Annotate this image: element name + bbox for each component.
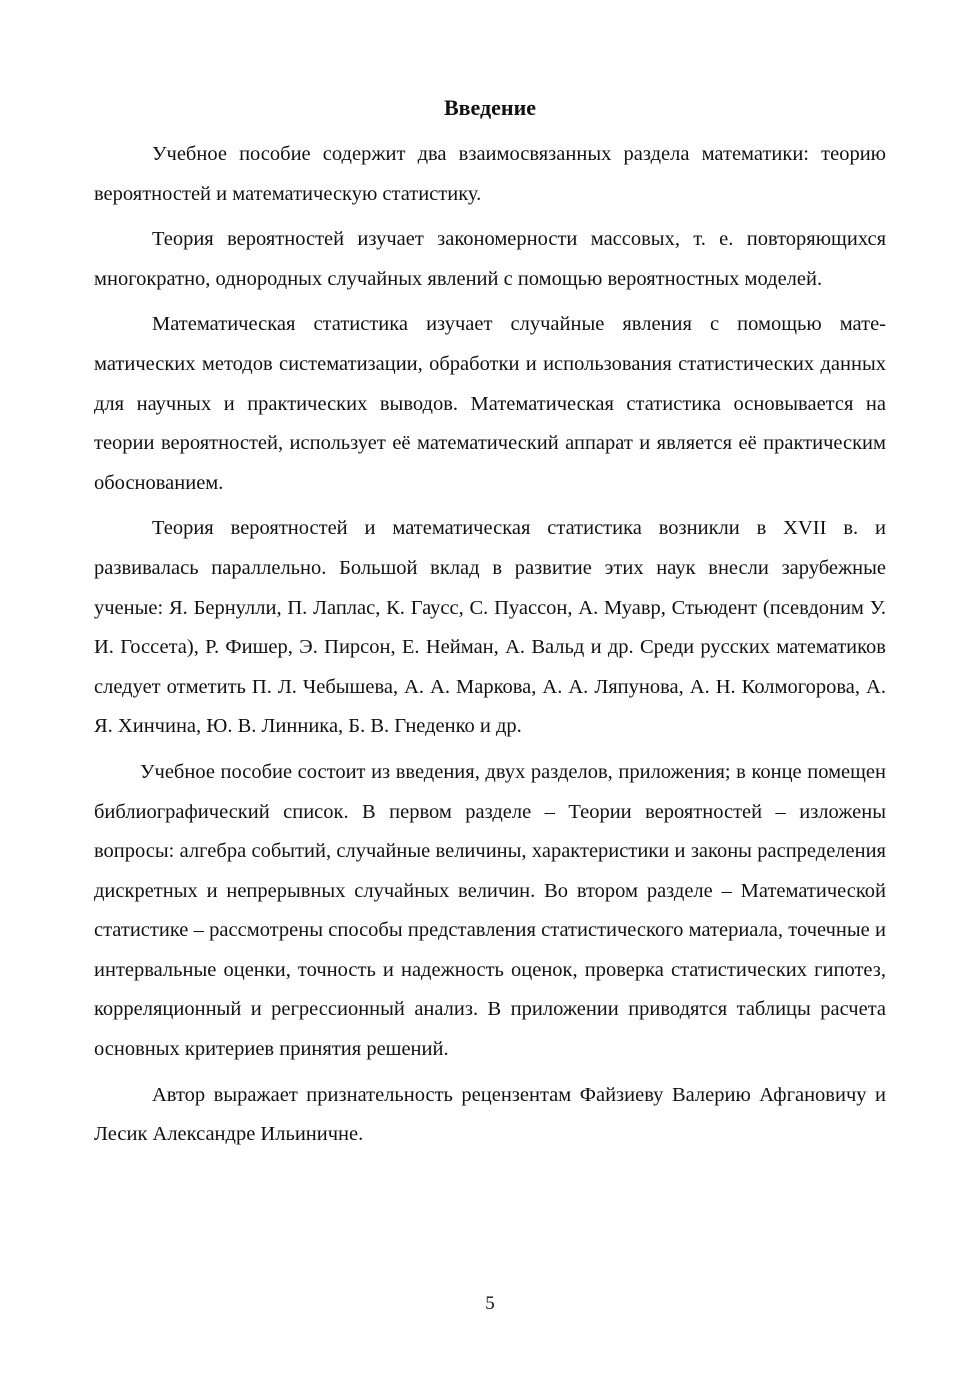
- paragraph-acknowledgement: Автор выражает признательность рецензентам Файзиеву Валерию Афгановичу и Лесик Александре Ильиничне.: [94, 1083, 886, 1146]
- paragraph-probability-theory: Теория вероятностей изучает закономерности массовых, т. е. повторяющихся многократно, однородных случайных явлений с помощью вероятностных моделей.: [94, 228, 886, 290]
- page-number: 5: [485, 1293, 495, 1314]
- paragraph-history: Теория вероятностей и математическая статистика возникли в XVII в. и развивалась параллельно. Большой вклад в развитие этих наук внесли зарубежные ученые: Я. Бернулли, П. Лаплас, К. Гаусс, С. Пуассон, А. Муавр, Стьюдент (псевдоним У. И. Госсета), Р. Фишер, Э. Пирсон, Е. Нейман, А. Вальд и др. Среди русских математиков следует отметить П. Л. Чебышева, А. А. Маркова, А. А. Ляпунова, А. Н. Колмогорова, А. Я. Хинчина, Ю. В. Линника, Б. В. Гнеденко и др.: [94, 517, 886, 738]
- paragraph-mathematical-statistics: Математическая статистика изучает случайные явления с помощью математических методов систематизации, обработки и использования статистических данных для научных и практических выводов. Математическая статистика основывается на теории вероятностей, использует её математический аппарат и является её практическим обоснованием.: [94, 313, 886, 494]
- paragraph-structure: Учебное пособие состоит из введения, двух разделов, приложения; в конце помещен библиографический список. В первом разделе – Теории вероятностей – изложены вопросы: алгебра событий, случайные величины, характеристики и законы распределения дискретных и непрерывных случайных величин. Во втором разделе – Математической статистике – рассмотрены способы представления статистического материала, точечные и интервальные оценки, точность и надежность оценок, проверка статистических гипотез, корреляционный и регрессионный анализ. В приложении приводятся таблицы расчета основных критериев принятия решений.: [94, 760, 886, 1061]
- page-title: Введение: [443, 95, 537, 120]
- document-page: [94, 93, 886, 1161]
- paragraph-intro: Учебное пособие содержит два взаимосвязанных раздела математики: теорию вероятностей и математическую статистику.: [94, 143, 886, 205]
